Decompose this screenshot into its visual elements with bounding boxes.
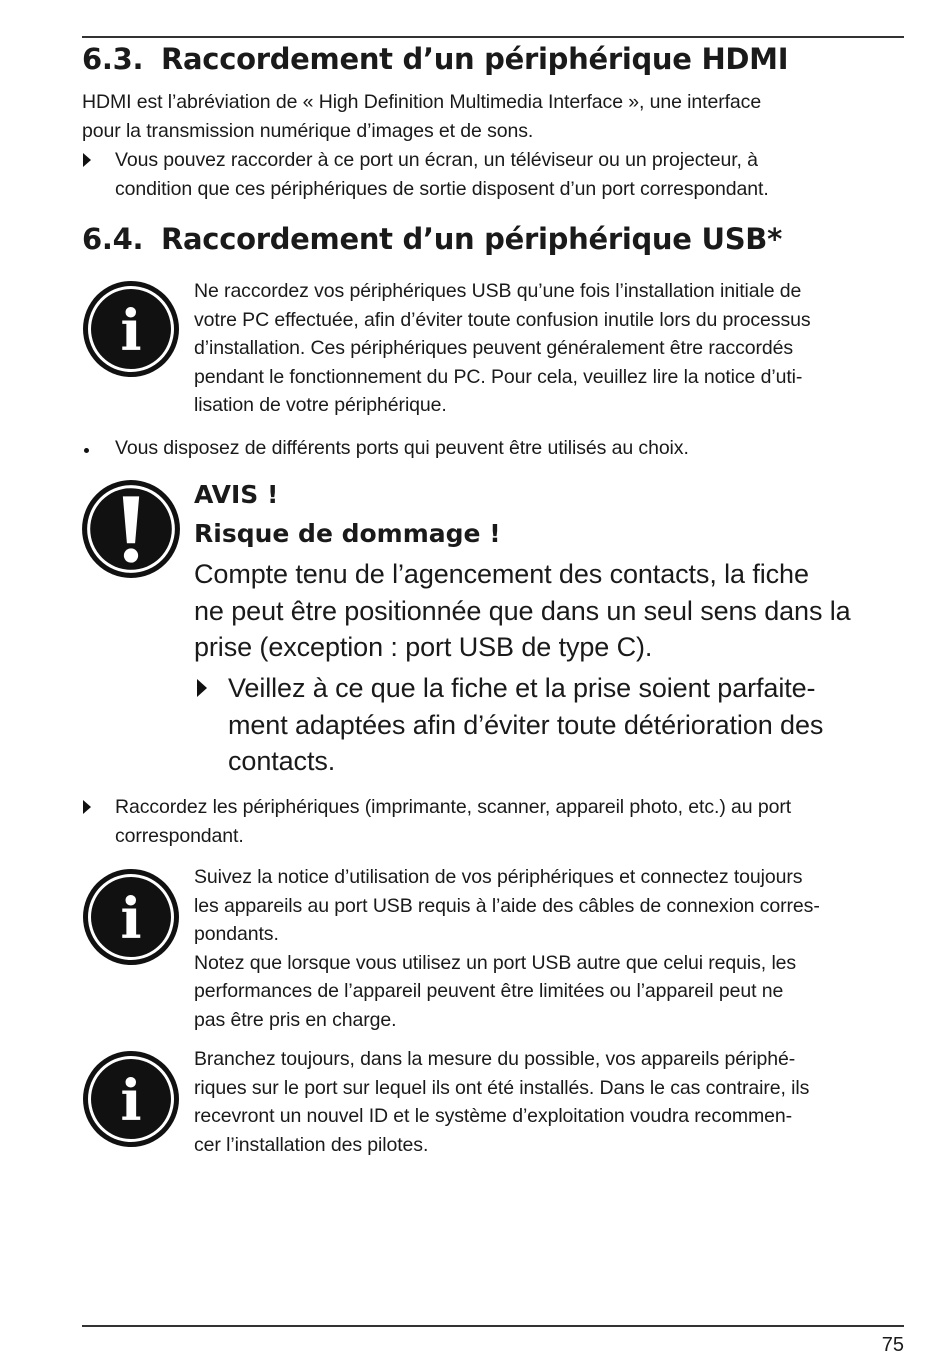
text-line: HDMI est l’abréviation de « High Definition Multimedia Interface », une interface	[82, 91, 762, 113]
text-line: Ne raccordez vos périphériques USB qu’une fois l’installation initiale de	[194, 280, 802, 302]
bullet-arrow-icon	[83, 153, 91, 167]
svg-text:i: i	[120, 886, 142, 952]
section-title: Raccordement d’un périphérique HDMI	[161, 42, 789, 76]
info-note-2	[194, 863, 820, 1034]
section-heading-6-4	[82, 222, 782, 256]
text-line: pas être pris en charge.	[194, 1008, 397, 1031]
bullet-dot-icon	[84, 448, 89, 453]
text-line: Suivez la notice d’utilisation de vos périphériques et connectez toujours	[194, 866, 803, 888]
text-line: Branchez toujours, dans la mesure du possible, vos appareils périphé-	[194, 1048, 796, 1070]
section-heading-6-3	[82, 42, 788, 76]
section-number: 6.3.	[82, 42, 144, 76]
page-number: 75	[881, 1334, 904, 1356]
text-line: pour la transmission numérique d’images et de sons.	[82, 119, 534, 142]
hdmi-bullet	[115, 146, 769, 203]
text-line: d’installation. Ces périphériques peuvent généralement être raccordés	[194, 337, 794, 359]
text-line: recevront un nouvel ID et le système d’exploitation voudra recommen-	[194, 1105, 792, 1127]
warning-subtitle: Risque de dommage !	[194, 519, 501, 548]
warning-bullet	[228, 670, 823, 780]
text-line: lisation de votre périphérique.	[194, 394, 447, 416]
text-line: condition que ces périphériques de sortie disposent d’un port correspondant.	[115, 177, 769, 200]
svg-text:i: i	[120, 298, 142, 364]
text-line: prise (exception : port USB de type C).	[194, 632, 653, 662]
exclamation-icon	[80, 478, 182, 580]
ports-bullet	[115, 434, 689, 463]
warning-label: AVIS !	[194, 480, 279, 509]
bullet-arrow-icon	[197, 679, 207, 697]
bullet-arrow-icon	[83, 800, 91, 814]
hdmi-intro-paragraph	[82, 88, 761, 145]
top-rule	[82, 36, 904, 38]
text-line: votre PC effectuée, afin d’éviter toute confusion inutile lors du processus	[194, 308, 811, 331]
text-line: Raccordez les périphériques (imprimante, scanner, appareil photo, etc.) au port	[115, 796, 792, 818]
text-line: cer l’installation des pilotes.	[194, 1133, 429, 1156]
info-note-1	[194, 277, 811, 420]
text-line: pondants.	[194, 923, 279, 945]
info-icon	[81, 1049, 181, 1149]
text-line: performances de l’appareil peuvent être limitées ou l’appareil peut ne	[194, 980, 784, 1002]
info-icon	[81, 279, 181, 379]
text-line: Compte tenu de l’agencement des contacts, la fiche	[194, 559, 809, 589]
text-line: ne peut être positionnée que dans un seul sens dans la	[194, 595, 851, 626]
svg-text:i: i	[120, 1068, 142, 1134]
text-line: riques sur le port sur lequel ils ont été installés. Dans le cas contraire, ils	[194, 1076, 810, 1099]
section-title: Raccordement d’un périphérique USB*	[161, 222, 782, 256]
text-line: Notez que lorsque vous utilisez un port USB autre que celui requis, les	[194, 951, 797, 974]
section-number: 6.4.	[82, 222, 144, 256]
text-line: ment adaptées afin d’éviter toute détérioration des	[228, 709, 824, 740]
info-icon	[81, 867, 181, 967]
text-line: contacts.	[228, 746, 336, 776]
text-line: les appareils au port USB requis à l’aide des câbles de connexion corres-	[194, 894, 820, 917]
text-line: correspondant.	[115, 824, 244, 847]
text-line: pendant le fonctionnement du PC. Pour cela, veuillez lire la notice d’uti-	[194, 365, 803, 388]
warning-text	[194, 556, 851, 666]
footer-rule	[82, 1325, 904, 1327]
text-line: Vous pouvez raccorder à ce port un écran, un téléviseur ou un projecteur, à	[115, 149, 758, 171]
text-line: Veillez à ce que la fiche et la prise soient parfaite-	[228, 673, 816, 703]
text-line: Vous disposez de différents ports qui peuvent être utilisés au choix.	[115, 437, 689, 459]
info-note-3	[194, 1045, 809, 1159]
connect-bullet	[115, 793, 791, 850]
